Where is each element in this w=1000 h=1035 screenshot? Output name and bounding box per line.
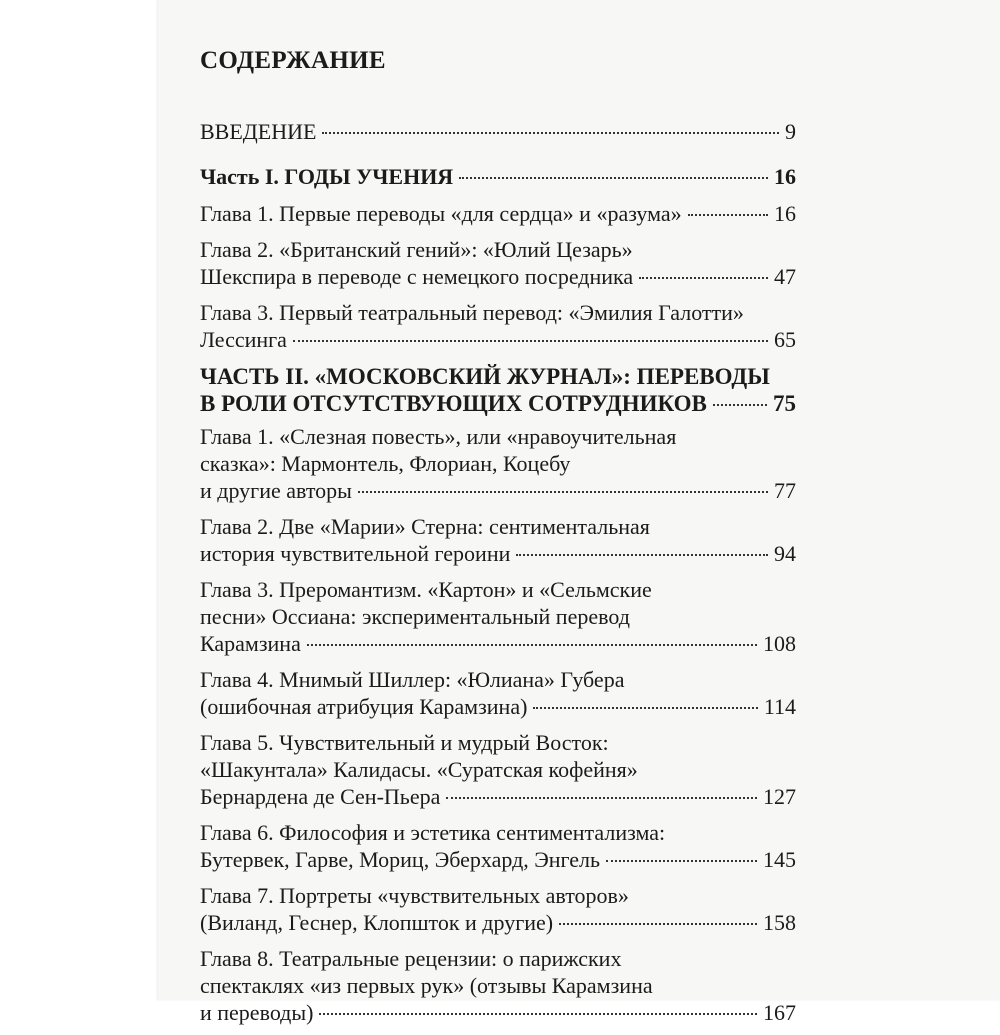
toc-entry-text: история чувствительной героини [200,541,511,566]
toc-entry-text: Глава 1. Первые переводы «для сердца» и «разума» [200,201,682,226]
toc-entry-text: Глава 8. Театральные рецензии: о парижских [200,946,622,971]
page-number: 77 [774,478,796,503]
toc-entry [200,423,796,504]
page-number: 75 [773,391,796,416]
toc-entry-text: Глава 4. Мнимый Шиллер: «Юлиана» Губера [200,667,625,692]
toc-entry-text: Глава 6. Философия и эстетика сентиментализма: [200,820,666,845]
dot-leader [688,214,768,216]
page-number: 16 [774,164,796,189]
dot-leader [446,797,757,799]
dot-leader [307,644,757,646]
toc-entry-text: Глава 1. «Слезная повесть», или «нравоучительная [200,424,677,449]
toc-entry [200,945,796,1026]
dot-leader [293,340,768,342]
page-number: 16 [774,201,796,226]
toc-entry-text: В РОЛИ ОТСУТСТВУЮЩИХ СОТРУДНИКОВ [200,391,707,416]
dot-leader [639,277,768,279]
toc-entry [200,363,796,417]
toc-entry [200,882,796,936]
page-number: 127 [763,784,796,809]
page-number: 145 [763,847,796,872]
toc-entry [200,200,796,227]
page-number: 167 [763,1000,796,1025]
page-number: 47 [774,264,796,289]
toc-entry-text: Глава 3. Преромантизм. «Картон» и «Сельмские [200,577,652,602]
page-number: 94 [774,541,796,566]
dot-leader [559,923,757,925]
toc-entry-text: Шекспира в переводе с немецкого посредника [200,264,634,289]
page-number: 114 [763,694,796,719]
toc-entry-text: (Виланд, Геснер, Клопшток и другие) [200,910,554,935]
dot-leader [358,491,768,493]
toc-entry-text: ЧАСТЬ II. «МОСКОВСКИЙ ЖУРНАЛ»: ПЕРЕВОДЫ [200,364,770,389]
table-of-contents [200,118,796,1035]
toc-entry [200,513,796,567]
toc-entry [200,666,796,720]
toc-entry-text: Глава 5. Чувствительный и мудрый Восток: [200,730,609,755]
toc-entry-text: Глава 2. «Британский гений»: «Юлий Цезарь» [200,237,633,262]
toc-entry-text: Часть I. ГОДЫ УЧЕНИЯ [200,164,454,189]
toc-entry-text: Бутервек, Гарве, Мориц, Эберхард, Энгель [200,847,601,872]
toc-entry-text: Глава 2. Две «Марии» Стерна: сентиментальная [200,514,650,539]
toc-entry [200,729,796,810]
toc-entry-text: (ошибочная атрибуция Карамзина) [200,694,528,719]
toc-entry-text: сказка»: Мармонтель, Флориан, Коцебу [200,451,571,476]
toc-entry-text: и переводы) [200,1000,314,1025]
dot-leader [516,554,768,556]
dot-leader [459,177,768,179]
page-number: 9 [785,119,796,144]
toc-entry-text: ВВЕДЕНИЕ [200,119,317,144]
toc-entry-text: песни» Оссиана: экспериментальный перевод [200,604,630,629]
page-number: 158 [763,910,796,935]
toc-entry [200,163,796,190]
dot-leader [606,860,757,862]
toc-entry [200,236,796,290]
dot-leader [322,132,779,134]
page-number: 65 [774,327,796,352]
toc-entry-text: Бернардена де Сен-Пьера [200,784,441,809]
toc-entry-text: спектаклях «из первых рук» (отзывы Карамзина [200,973,653,998]
toc-entry [200,576,796,657]
page-number: 108 [763,631,796,656]
toc-entry-text: «Шакунтала» Калидасы. «Суратская кофейня» [200,757,638,782]
toc-entry-text: Карамзина [200,631,301,656]
toc-entry [200,299,796,353]
toc-entry [200,819,796,873]
dot-leader [713,404,767,406]
dot-leader [533,707,757,709]
toc-entry-text: и другие авторы [200,478,352,503]
toc-entry-text: Лессинга [200,327,287,352]
toc-entry-text: Глава 3. Первый театральный перевод: «Эмилия Галотти» [200,300,744,325]
toc-entry [200,118,796,145]
page-title: СОДЕРЖАНИЕ [200,47,386,74]
toc-entry-text: Глава 7. Портреты «чувствительных авторов» [200,883,629,908]
dot-leader [319,1013,757,1015]
